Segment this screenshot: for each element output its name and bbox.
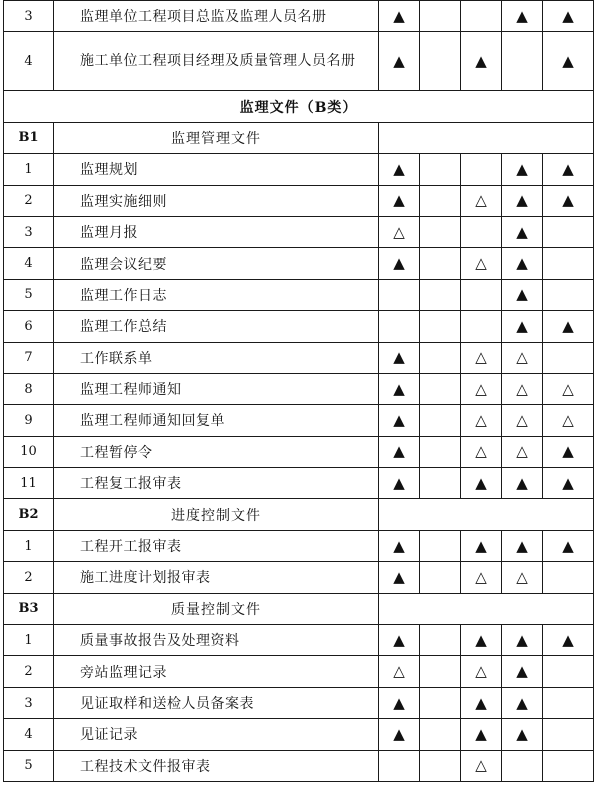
row-number: 1 xyxy=(4,154,54,185)
archive-mark-col-4 xyxy=(502,32,543,91)
table-row xyxy=(4,750,594,781)
table-row xyxy=(4,468,594,499)
archive-mark-col-4: ▲ xyxy=(502,154,543,185)
table-row xyxy=(4,248,594,279)
section-title: 监理文件（B类） xyxy=(4,91,594,122)
archive-mark-col-5 xyxy=(543,248,594,279)
table-row xyxy=(4,342,594,373)
table-row xyxy=(4,687,594,718)
archive-mark-col-1: ▲ xyxy=(379,562,420,593)
archive-mark-col-2 xyxy=(420,687,461,718)
archive-mark-col-1: ▲ xyxy=(379,1,420,32)
archive-mark-col-5: ▲ xyxy=(543,1,594,32)
archive-mark-col-3: ▲ xyxy=(461,530,502,561)
table-row xyxy=(4,530,594,561)
group-empty-cell xyxy=(379,499,594,530)
archive-mark-col-2 xyxy=(420,279,461,310)
table-row xyxy=(4,562,594,593)
archive-mark-col-3: ▲ xyxy=(461,32,502,91)
archive-mark-col-3: △ xyxy=(461,342,502,373)
document-name: 监理单位工程项目总监及监理人员名册 xyxy=(54,1,379,32)
archive-mark-col-2 xyxy=(420,32,461,91)
archive-mark-col-5 xyxy=(543,279,594,310)
archive-mark-col-5: ▲ xyxy=(543,530,594,561)
archive-mark-col-5: ▲ xyxy=(543,32,594,91)
archive-mark-col-5: ▲ xyxy=(543,468,594,499)
row-number: 1 xyxy=(4,625,54,656)
archive-mark-col-3 xyxy=(461,311,502,342)
group-code: B2 xyxy=(4,499,54,530)
document-name: 旁站监理记录 xyxy=(54,656,379,687)
archive-mark-col-5 xyxy=(543,562,594,593)
archive-mark-col-4: ▲ xyxy=(502,248,543,279)
table-row xyxy=(4,373,594,404)
archive-mark-col-5: ▲ xyxy=(543,311,594,342)
archive-mark-col-1: ▲ xyxy=(379,154,420,185)
archive-mark-col-2 xyxy=(420,530,461,561)
archive-mark-col-5: △ xyxy=(543,373,594,404)
archive-mark-col-4: ▲ xyxy=(502,719,543,750)
archive-mark-col-1: ▲ xyxy=(379,530,420,561)
archive-mark-col-3: ▲ xyxy=(461,625,502,656)
row-number: 7 xyxy=(4,342,54,373)
row-number: 3 xyxy=(4,687,54,718)
group-header-row xyxy=(4,122,594,153)
archive-mark-col-1: ▲ xyxy=(379,719,420,750)
table-row xyxy=(4,436,594,467)
archive-mark-col-2 xyxy=(420,719,461,750)
archive-mark-col-3: ▲ xyxy=(461,468,502,499)
row-number: 2 xyxy=(4,656,54,687)
group-code: B3 xyxy=(4,593,54,624)
archive-mark-col-2 xyxy=(420,750,461,781)
archive-mark-col-4: ▲ xyxy=(502,185,543,216)
archive-mark-col-5: ▲ xyxy=(543,185,594,216)
archive-mark-col-2 xyxy=(420,248,461,279)
document-name: 施工进度计划报审表 xyxy=(54,562,379,593)
archive-mark-col-2 xyxy=(420,436,461,467)
table-row xyxy=(4,656,594,687)
row-number: 2 xyxy=(4,185,54,216)
archive-mark-col-2 xyxy=(420,562,461,593)
archive-mark-col-2 xyxy=(420,311,461,342)
row-number: 4 xyxy=(4,248,54,279)
archive-table xyxy=(3,0,594,782)
archive-mark-col-1: ▲ xyxy=(379,468,420,499)
group-empty-cell xyxy=(379,593,594,624)
row-number: 10 xyxy=(4,436,54,467)
row-number: 8 xyxy=(4,373,54,404)
archive-mark-col-1: ▲ xyxy=(379,373,420,404)
archive-mark-col-2 xyxy=(420,342,461,373)
group-header-row xyxy=(4,499,594,530)
archive-mark-col-3 xyxy=(461,154,502,185)
archive-mark-col-2 xyxy=(420,656,461,687)
group-code: B1 xyxy=(4,122,54,153)
row-number: 4 xyxy=(4,719,54,750)
document-name: 监理会议纪要 xyxy=(54,248,379,279)
archive-mark-col-1: △ xyxy=(379,216,420,247)
archive-mark-col-5: ▲ xyxy=(543,625,594,656)
archive-mark-col-5 xyxy=(543,750,594,781)
group-title: 质量控制文件 xyxy=(54,593,379,624)
archive-mark-col-1: ▲ xyxy=(379,248,420,279)
archive-mark-col-1: ▲ xyxy=(379,436,420,467)
archive-mark-col-3: ▲ xyxy=(461,687,502,718)
archive-mark-col-4: ▲ xyxy=(502,311,543,342)
archive-mark-col-4: ▲ xyxy=(502,687,543,718)
document-name: 监理工作总结 xyxy=(54,311,379,342)
row-number: 1 xyxy=(4,530,54,561)
archive-mark-col-4: △ xyxy=(502,373,543,404)
table-row xyxy=(4,625,594,656)
document-name: 施工单位工程项目经理及质量管理人员名册 xyxy=(54,32,379,91)
archive-mark-col-5 xyxy=(543,656,594,687)
archive-mark-col-4: ▲ xyxy=(502,468,543,499)
document-name: 监理规划 xyxy=(54,154,379,185)
archive-mark-col-2 xyxy=(420,154,461,185)
archive-mark-col-1: ▲ xyxy=(379,687,420,718)
document-name: 监理工程师通知 xyxy=(54,373,379,404)
archive-mark-col-5 xyxy=(543,687,594,718)
archive-mark-col-2 xyxy=(420,625,461,656)
archive-mark-col-3: △ xyxy=(461,750,502,781)
archive-mark-col-1: ▲ xyxy=(379,405,420,436)
archive-mark-col-3: △ xyxy=(461,656,502,687)
document-name: 监理工作日志 xyxy=(54,279,379,310)
row-number: 9 xyxy=(4,405,54,436)
row-number: 3 xyxy=(4,216,54,247)
table-row xyxy=(4,154,594,185)
document-name: 工程复工报审表 xyxy=(54,468,379,499)
archive-mark-col-2 xyxy=(420,185,461,216)
archive-mark-col-3: △ xyxy=(461,562,502,593)
archive-mark-col-3: △ xyxy=(461,373,502,404)
table-row xyxy=(4,185,594,216)
archive-mark-col-3 xyxy=(461,279,502,310)
archive-mark-col-5: ▲ xyxy=(543,436,594,467)
row-number: 3 xyxy=(4,1,54,32)
archive-mark-col-4: △ xyxy=(502,562,543,593)
archive-mark-col-3: △ xyxy=(461,405,502,436)
archive-mark-col-2 xyxy=(420,216,461,247)
archive-mark-col-4: ▲ xyxy=(502,656,543,687)
archive-mark-col-1: ▲ xyxy=(379,625,420,656)
archive-mark-col-1 xyxy=(379,311,420,342)
document-name: 工程暂停令 xyxy=(54,436,379,467)
archive-mark-col-2 xyxy=(420,468,461,499)
row-number: 11 xyxy=(4,468,54,499)
group-title: 进度控制文件 xyxy=(54,499,379,530)
archive-mark-col-5: △ xyxy=(543,405,594,436)
archive-mark-col-4: △ xyxy=(502,342,543,373)
archive-mark-col-2 xyxy=(420,1,461,32)
archive-mark-col-3: △ xyxy=(461,248,502,279)
archive-mark-col-1: △ xyxy=(379,656,420,687)
archive-mark-col-4: ▲ xyxy=(502,279,543,310)
archive-mark-col-3: △ xyxy=(461,185,502,216)
section-header-row xyxy=(4,91,594,122)
archive-mark-col-3: ▲ xyxy=(461,719,502,750)
document-name: 质量事故报告及处理资料 xyxy=(54,625,379,656)
archive-mark-col-4: ▲ xyxy=(502,216,543,247)
archive-mark-col-3 xyxy=(461,216,502,247)
archive-mark-col-3 xyxy=(461,1,502,32)
archive-mark-col-4: ▲ xyxy=(502,530,543,561)
document-name: 监理工程师通知回复单 xyxy=(54,405,379,436)
document-name: 监理月报 xyxy=(54,216,379,247)
row-number: 5 xyxy=(4,750,54,781)
archive-mark-col-3: △ xyxy=(461,436,502,467)
archive-mark-col-5: ▲ xyxy=(543,154,594,185)
group-title: 监理管理文件 xyxy=(54,122,379,153)
table-row xyxy=(4,279,594,310)
archive-mark-col-5 xyxy=(543,719,594,750)
archive-mark-col-4: △ xyxy=(502,436,543,467)
archive-mark-col-4: ▲ xyxy=(502,625,543,656)
document-name: 工程技术文件报审表 xyxy=(54,750,379,781)
row-number: 4 xyxy=(4,32,54,91)
archive-mark-col-1 xyxy=(379,750,420,781)
table-row xyxy=(4,405,594,436)
archive-mark-col-1: ▲ xyxy=(379,342,420,373)
archive-mark-col-1: ▲ xyxy=(379,32,420,91)
row-number: 5 xyxy=(4,279,54,310)
table-row xyxy=(4,719,594,750)
archive-mark-col-1 xyxy=(379,279,420,310)
archive-mark-col-4: ▲ xyxy=(502,1,543,32)
group-empty-cell xyxy=(379,122,594,153)
archive-mark-col-4 xyxy=(502,750,543,781)
archive-mark-col-1: ▲ xyxy=(379,185,420,216)
archive-mark-col-5 xyxy=(543,216,594,247)
table-row xyxy=(4,1,594,32)
table-row xyxy=(4,216,594,247)
archive-mark-col-5 xyxy=(543,342,594,373)
archive-mark-col-2 xyxy=(420,405,461,436)
document-name: 见证取样和送检人员备案表 xyxy=(54,687,379,718)
group-header-row xyxy=(4,593,594,624)
document-name: 见证记录 xyxy=(54,719,379,750)
row-number: 6 xyxy=(4,311,54,342)
document-name: 工程开工报审表 xyxy=(54,530,379,561)
table-row xyxy=(4,311,594,342)
table-row xyxy=(4,32,594,91)
archive-mark-col-4: △ xyxy=(502,405,543,436)
document-name: 工作联系单 xyxy=(54,342,379,373)
document-name: 监理实施细则 xyxy=(54,185,379,216)
archive-mark-col-2 xyxy=(420,373,461,404)
row-number: 2 xyxy=(4,562,54,593)
